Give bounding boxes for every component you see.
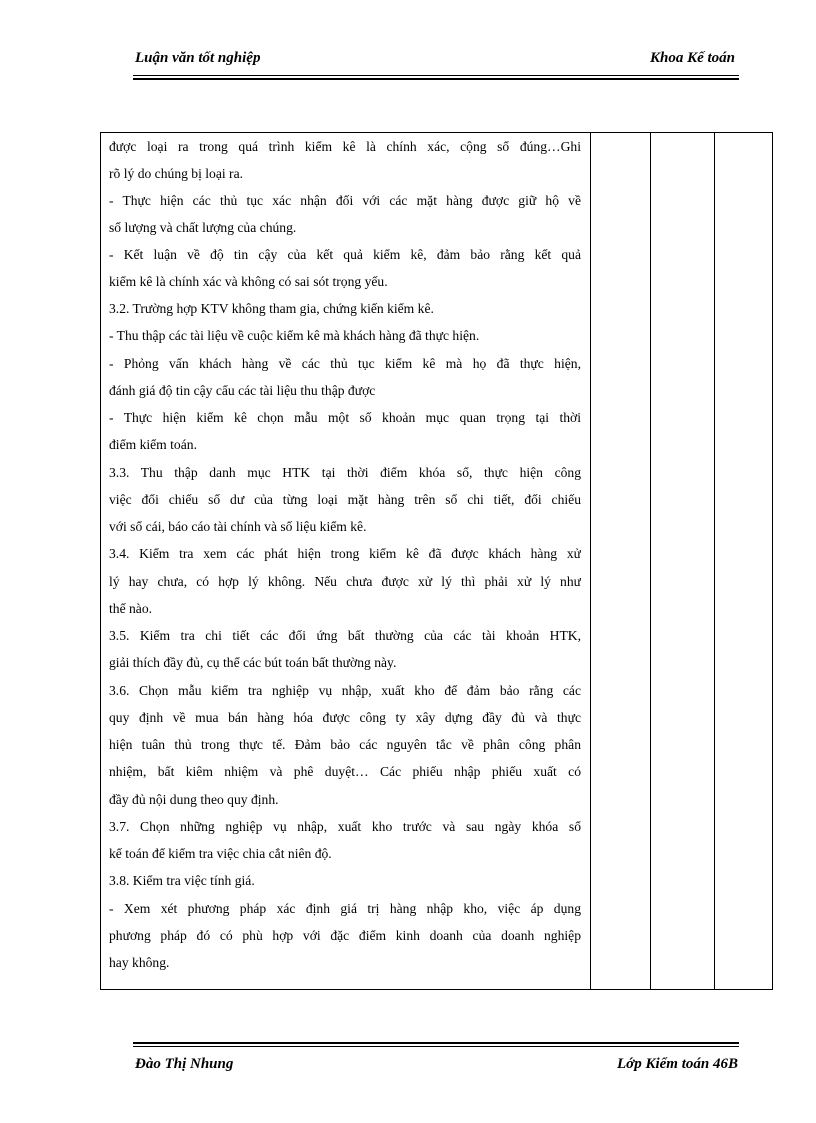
text-line: 3.6. Chọn mẫu kiểm tra nghiệp vụ nhập, xuất kho để đảm bảo rằng các	[109, 683, 581, 698]
column-divider	[650, 133, 651, 989]
text-line: - Xem xét phương pháp xác định giá trị hàng nhập kho, việc áp dụng	[109, 901, 581, 916]
header-left: Luận văn tốt nghiệp	[135, 50, 261, 66]
header-rule-thick	[133, 75, 739, 76]
text-line: được loại ra trong quá trình kiểm kê là chính xác, cộng sổ đúng…Ghi	[109, 139, 581, 154]
text-line: đầy đủ nội dung theo quy định.	[109, 792, 279, 807]
column-divider	[714, 133, 715, 989]
text-line: - Thực hiện kiểm kê chọn mẫu một số khoản mục quan trọng tại thời	[109, 410, 581, 425]
text-line: 3.4. Kiểm tra xem các phát hiện trong kiểm kê đã được khách hàng xử	[109, 546, 581, 561]
text-line: đánh giá độ tin cậy cẩu các tài liệu thu thập được	[109, 383, 376, 398]
page-footer	[135, 1056, 738, 1080]
text-line: lý hay chưa, có hợp lý không. Nếu chưa được xử lý thì phải xử lý như	[109, 574, 581, 589]
text-line: việc đối chiếu số dư của từng loại mặt hàng trên sổ chi tiết, đối chiếu	[109, 492, 581, 507]
footer-right: Lớp Kiểm toán 46B	[617, 1056, 738, 1072]
text-line: 3.7. Chọn những nghiệp vụ nhập, xuất kho trước và sau ngày khóa sổ	[109, 819, 581, 834]
footer-rule-thick	[133, 1046, 739, 1047]
column-divider	[590, 133, 591, 989]
text-line: - Thực hiện các thủ tục xác nhận đối với các mặt hàng được giữ hộ về	[109, 193, 581, 208]
text-line: hay không.	[109, 955, 170, 970]
text-line: 3.8. Kiểm tra việc tính giá.	[109, 873, 255, 888]
text-line: nhiệm, bất kiêm nhiệm và phê duyệt… Các phiếu nhập phiếu xuất có	[109, 764, 581, 779]
text-line: phương pháp đó có phù hợp với đặc điểm kinh doanh của doanh nghiệp	[109, 928, 581, 943]
text-line: số lượng và chất lượng của chúng.	[109, 220, 297, 235]
footer-rule-thin	[133, 1042, 739, 1044]
text-line: với sổ cái, báo cáo tài chính và số liệu kiểm kê.	[109, 519, 367, 534]
text-line: hiện tuân thủ trong thực tế. Đảm bảo các nguyên tắc về phân công phân	[109, 737, 581, 752]
page-header	[135, 48, 735, 72]
text-line: rõ lý do chúng bị loại ra.	[109, 166, 244, 181]
text-line: 3.5. Kiểm tra chi tiết các đối ứng bất thường của các tài khoản HTK,	[109, 628, 581, 643]
text-line: 3.2. Trường hợp KTV không tham gia, chứng kiến kiểm kê.	[109, 301, 434, 316]
text-line: - Kết luận về độ tin cậy của kết quả kiểm kê, đảm bảo rằng kết quả	[109, 247, 581, 262]
text-line: kế toán để kiểm tra việc chia cắt niên độ.	[109, 846, 332, 861]
text-line: thế nào.	[109, 601, 153, 616]
text-line: kiểm kê là chính xác và không có sai sót trọng yếu.	[109, 274, 388, 289]
text-line: 3.3. Thu thập danh mục HTK tại thời điểm khóa sổ, thực hiện công	[109, 465, 581, 480]
header-right: Khoa Kế toán	[649, 50, 735, 66]
footer-left: Đào Thị Nhung	[135, 1056, 234, 1072]
text-line: giải thích đầy đủ, cụ thể các bút toán bất thường này.	[109, 655, 397, 670]
text-line: điểm kiểm toán.	[109, 437, 197, 452]
audit-procedure-table	[100, 132, 773, 990]
header-rule-thin	[133, 78, 739, 80]
text-line: quy định về mua bán hàng hóa được công ty xây dựng đầy đủ và thực	[109, 710, 581, 725]
text-line: - Thu thập các tài liệu về cuộc kiểm kê mà khách hàng đã thực hiện.	[109, 328, 480, 343]
text-line: - Phỏng vấn khách hàng về các thủ tục kiểm kê mà họ đã thực hiện,	[109, 356, 581, 371]
